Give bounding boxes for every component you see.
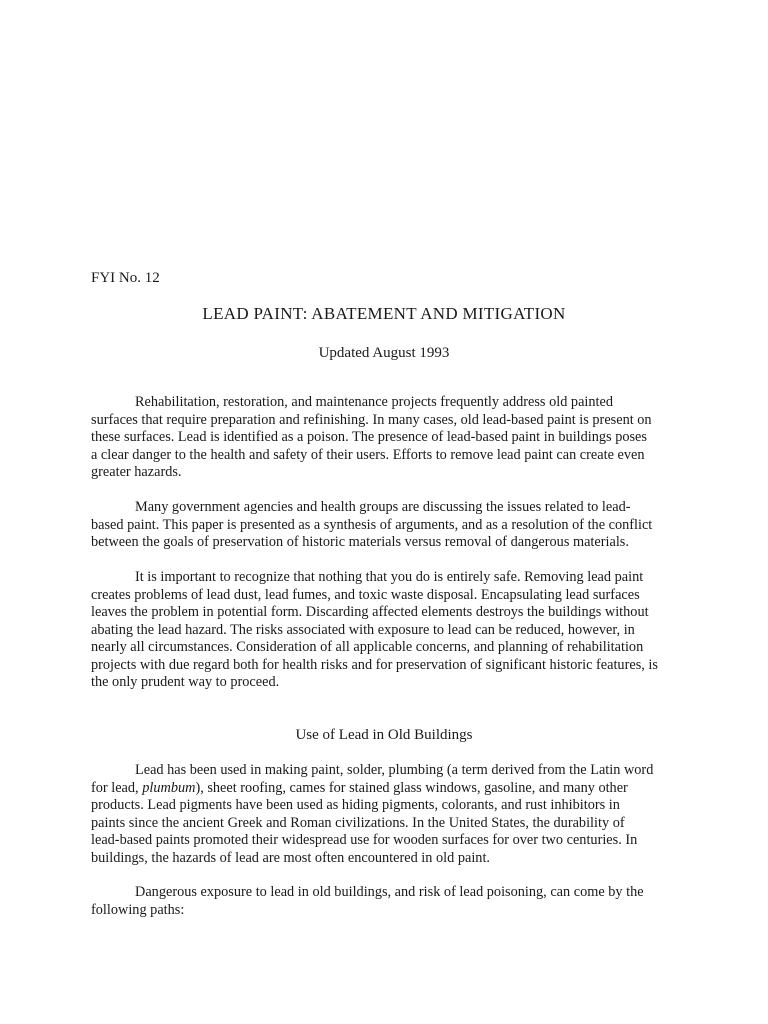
text-run: ), sheet roofing, cames for stained glass windows, gasoline, and many other — [195, 779, 628, 796]
paragraph-line: leaves the problem in potential form. Discarding affected elements destroys the buildings without — [91, 604, 649, 620]
paragraph-line: these surfaces. Lead is identified as a poison. The presence of lead-based paint in buildings poses — [91, 429, 647, 445]
paragraph-government-agencies — [91, 499, 683, 552]
paragraph-line: surfaces that require preparation and refinishing. In many cases, old lead-based paint is present on — [91, 411, 652, 428]
paragraph-line: products. Lead pigments have been used as hiding pigments, colorants, and rust inhibitors in — [91, 797, 620, 813]
updated-date: Updated August 1993 — [318, 345, 450, 361]
paragraph-line: a clear danger to the health and safety of their users. Efforts to remove lead paint can create even — [91, 446, 645, 463]
paragraph-line: between the goals of preservation of historic materials versus removal of dangerous materials. — [91, 534, 629, 550]
paragraph-exposure-paths — [91, 884, 683, 919]
section-heading-use-of-lead: Use of Lead in Old Buildings — [295, 727, 473, 743]
paragraph-lead-history — [91, 762, 683, 867]
paragraph-line: creates problems of lead dust, lead fumes, and toxic waste disposal. Encapsulating lead surfaces — [91, 586, 640, 603]
paragraph-line: Rehabilitation, restoration, and maintenance projects frequently address old painted — [135, 394, 613, 410]
paragraph-line: following paths: — [91, 901, 185, 918]
document-title: LEAD PAINT: ABATEMENT AND MITIGATION — [202, 304, 566, 323]
paragraph-line: Lead has been used in making paint, solder, plumbing (a term derived from the Latin word — [135, 762, 654, 778]
paragraph-line: Many government agencies and health groups are discussing the issues related to lead- — [135, 499, 631, 515]
paragraph-line: nearly all circumstances. Consideration of all applicable concerns, and planning of rehabilitation — [91, 639, 644, 655]
paragraph-line: paints since the ancient Greek and Roman civilizations. In the United States, the durability of — [91, 814, 625, 831]
paragraph-line: projects with due regard both for health risks and for preservation of significant historic features, is — [91, 656, 658, 673]
text-run: for lead, — [91, 779, 143, 796]
paragraph-line: It is important to recognize that nothing that you do is entirely safe. Removing lead paint — [135, 569, 644, 585]
document-number: FYI No. 12 — [91, 270, 160, 286]
paragraph-line: greater hazards. — [91, 464, 182, 480]
paragraph-line: abating the lead hazard. The risks associated with exposure to lead can be reduced, however, in — [91, 621, 635, 638]
paragraph-line — [91, 780, 683, 798]
paragraph-line: the only prudent way to proceed. — [91, 674, 280, 690]
paragraph-nothing-safe — [91, 569, 683, 692]
paragraph-line: based paint. This paper is presented as a synthesis of arguments, and as a resolution of the conflict — [91, 516, 653, 533]
italic-term-plumbum: plumbum — [142, 779, 196, 796]
paragraph-rehabilitation — [91, 394, 683, 482]
paragraph-line: buildings, the hazards of lead are most often encountered in old paint. — [91, 849, 491, 866]
paragraph-line: Dangerous exposure to lead in old buildings, and risk of lead poisoning, can come by the — [135, 884, 644, 900]
paragraph-line: lead-based paints promoted their widespread use for wooden surfaces for over two centuries. In — [91, 832, 638, 848]
